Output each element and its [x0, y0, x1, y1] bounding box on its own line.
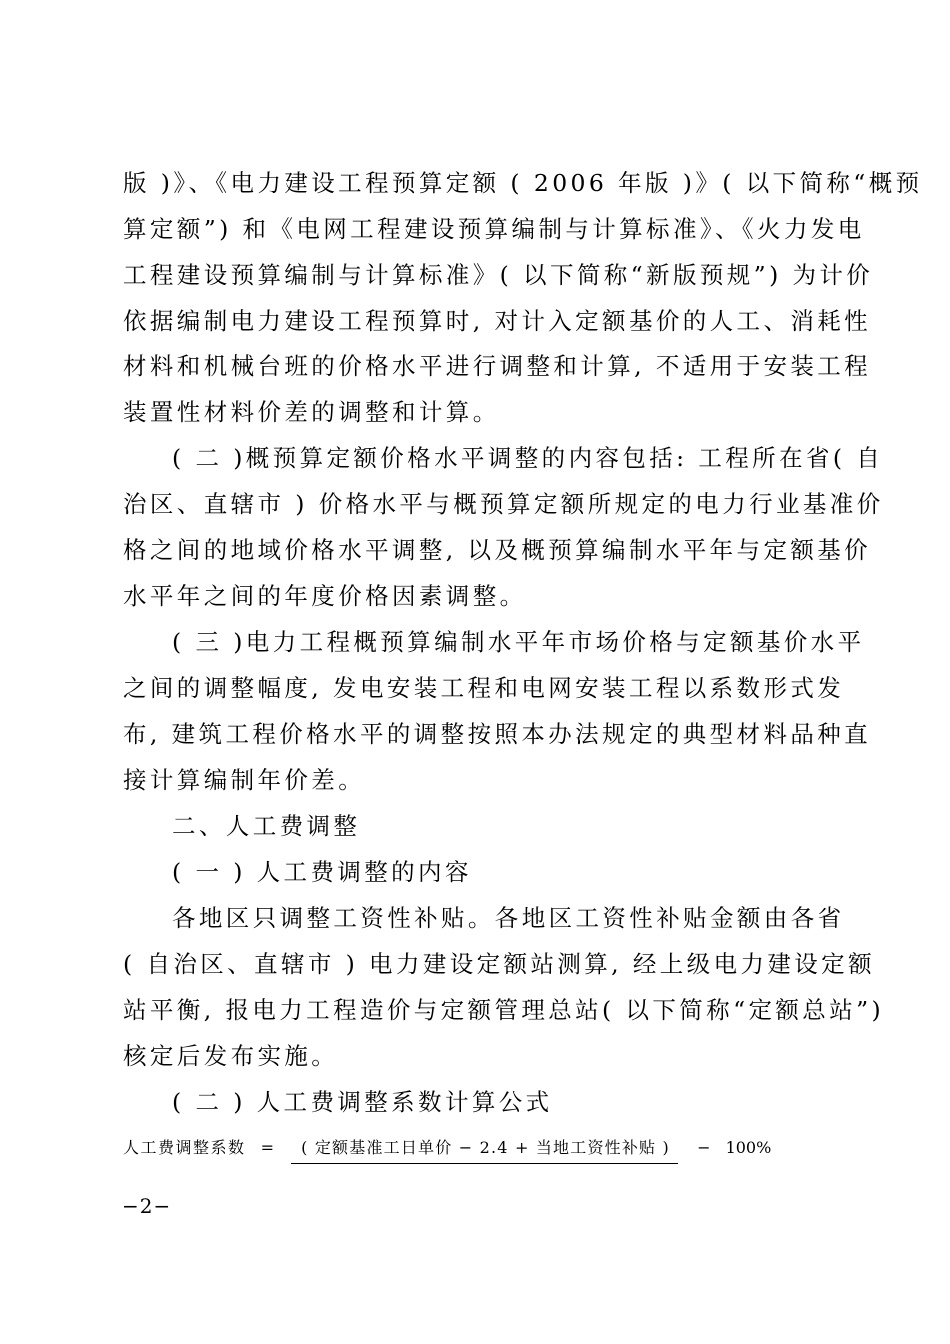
text-line: 算定额”) 和《电网工程建设预算编制与计算标准》、《火力发电	[123, 215, 865, 243]
formula	[123, 1136, 771, 1164]
text-line: ( 自治区、直辖市 ) 电力建设定额站测算, 经上级电力建设定额	[123, 950, 875, 978]
text-line: 版 )》、《电力建设工程预算定额 ( 2006 年版 )》( 以下简称“概预	[123, 169, 923, 197]
text-line: 接计算编制年价差。	[123, 766, 366, 794]
text-line: 材料和机械台班的价格水平进行调整和计算, 不适用于安装工程	[123, 352, 872, 380]
subsection-heading: ( 二 ) 人工费调整系数计算公式	[172, 1088, 553, 1116]
formula-operator: −	[697, 1138, 711, 1157]
page-number: −2−	[122, 1194, 172, 1218]
text-line: 依据编制电力建设工程预算时, 对计入定额基价的人工、消耗性	[123, 307, 872, 335]
formula-equals: =	[260, 1138, 275, 1157]
text-line: 水平年之间的年度价格因素调整。	[123, 582, 527, 610]
formula-label: 人工费调整系数	[123, 1138, 246, 1157]
section-heading: 二、人工费调整	[172, 812, 361, 840]
text-line: 装置性材料价差的调整和计算。	[123, 398, 500, 426]
text-line: 格之间的地域价格水平调整, 以及概预算编制水平年与定额基价	[123, 536, 872, 564]
text-line: 布, 建筑工程价格水平的调整按照本办法规定的典型材料品种直	[123, 720, 872, 748]
text-line: 核定后发布实施。	[123, 1042, 339, 1070]
text-line: 治区、直辖市 ) 价格水平与概预算定额所规定的电力行业基准价	[123, 490, 884, 518]
formula-percent: 100%	[725, 1138, 772, 1157]
subsection-heading: ( 一 ) 人工费调整的内容	[172, 858, 472, 886]
paragraph-start-line: ( 二 )概预算定额价格水平调整的内容包括: 工程所在省( 自	[172, 444, 884, 472]
formula-numerator: ( 定额基准工日单价 − 2.4 + 当地工资性补贴 )	[291, 1136, 678, 1164]
text-line: 之间的调整幅度, 发电安装工程和电网安装工程以系数形式发	[123, 674, 845, 702]
text-line: 工程建设预算编制与计算标准》( 以下简称“新版预规”) 为计价	[123, 261, 874, 289]
paragraph-start-line: ( 三 )电力工程概预算编制水平年市场价格与定额基价水平	[172, 628, 865, 656]
paragraph-start-line: 各地区只调整工资性补贴。各地区工资性补贴金额由各省	[172, 904, 845, 932]
text-line: 站平衡, 报电力工程造价与定额管理总站( 以下简称“定额总站”)	[123, 996, 885, 1024]
